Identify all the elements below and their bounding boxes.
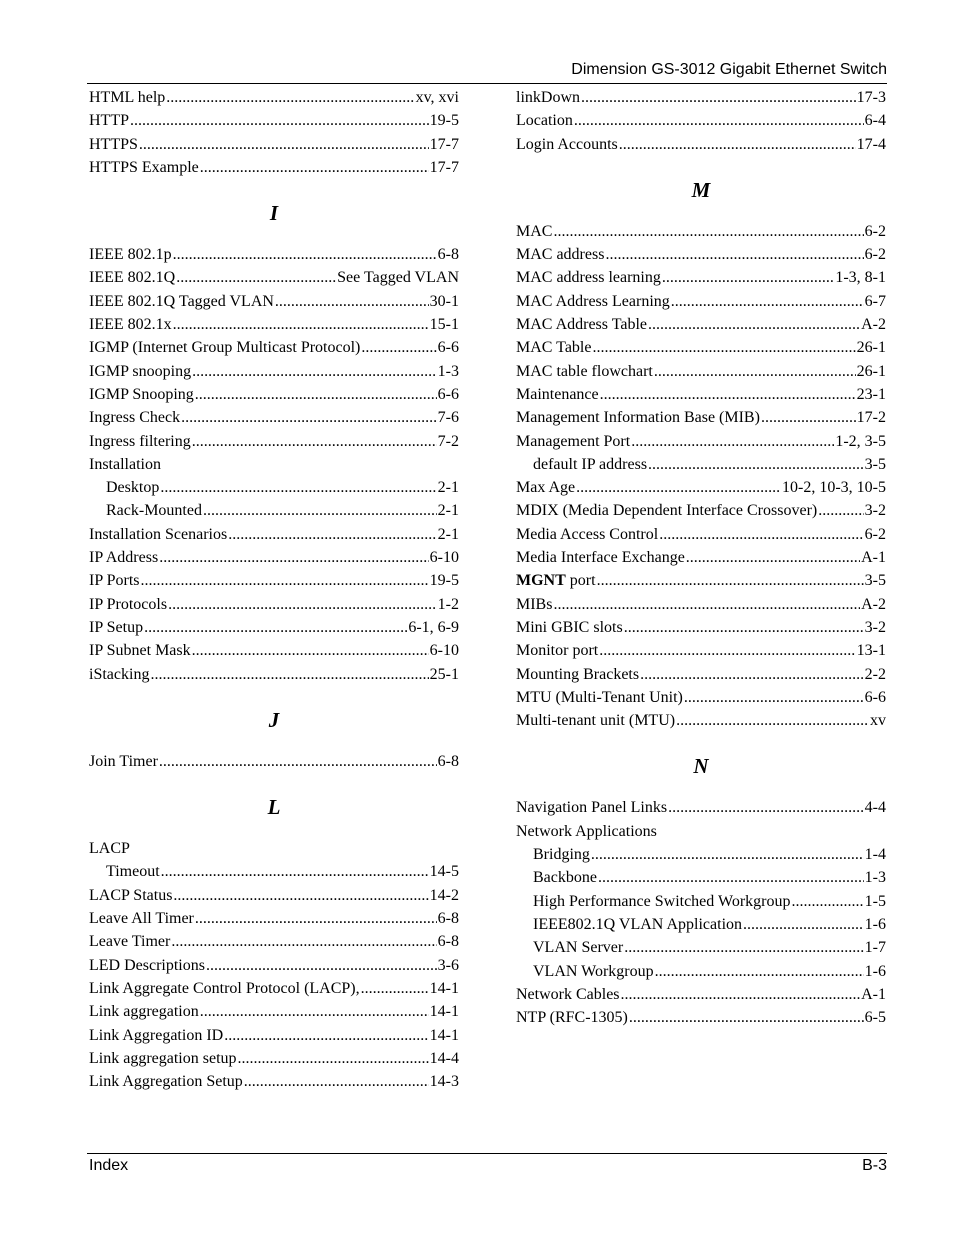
leader-dots xyxy=(619,136,856,154)
entry-term: Management Information Base (MIB) xyxy=(516,409,760,427)
entry-term: Monitor port xyxy=(516,642,599,660)
entry-term: Timeout xyxy=(106,863,160,881)
entry-term: Media Interface Exchange xyxy=(516,549,685,567)
entry-term: Location xyxy=(516,112,573,130)
leader-dots xyxy=(791,893,863,911)
entry-page: 7-2 xyxy=(437,432,459,450)
leader-dots xyxy=(761,409,856,427)
entry-term: MAC Address Learning xyxy=(516,292,670,310)
entry-page: 26-1 xyxy=(856,339,886,357)
index-entry xyxy=(89,910,459,933)
leader-dots xyxy=(141,572,429,590)
leader-dots xyxy=(597,572,864,590)
entry-page: 14-1 xyxy=(429,1003,459,1021)
entry-page: 30-1 xyxy=(429,292,459,310)
entry-term: Ingress filtering xyxy=(89,432,191,450)
entry-page: 3-5 xyxy=(864,572,886,590)
index-entry xyxy=(516,666,886,689)
index-entry xyxy=(516,269,886,292)
leader-dots xyxy=(621,986,861,1004)
entry-page: 3-2 xyxy=(864,502,886,520)
index-entry xyxy=(516,619,886,642)
leader-dots xyxy=(624,939,863,957)
leader-dots xyxy=(224,1027,428,1045)
leader-dots xyxy=(640,666,864,684)
index-entry xyxy=(89,363,459,386)
page-header-title: Dimension GS-3012 Gigabit Ethernet Switch xyxy=(571,61,887,78)
leader-dots xyxy=(591,846,864,864)
entry-term: Network Cables xyxy=(516,985,620,1003)
entry-page: 6-4 xyxy=(864,112,886,130)
index-entry xyxy=(516,89,886,112)
index-entry xyxy=(516,223,886,246)
entry-page: 19-5 xyxy=(429,112,459,130)
leader-dots xyxy=(818,502,863,520)
entry-page: 1-7 xyxy=(864,939,886,957)
leader-dots xyxy=(581,89,856,107)
index-entry xyxy=(89,409,459,432)
entry-page: 13-1 xyxy=(856,642,886,660)
leader-dots xyxy=(671,293,864,311)
entry-term: linkDown xyxy=(516,89,580,106)
leader-dots xyxy=(361,980,429,998)
entry-term: IEEE 802.1x xyxy=(89,316,172,334)
index-entry xyxy=(89,933,459,956)
entry-term: MAC address learning xyxy=(516,269,661,287)
leader-dots xyxy=(173,316,429,334)
leader-dots xyxy=(684,689,864,707)
leader-dots xyxy=(171,933,436,951)
index-entry xyxy=(89,957,459,980)
index-entry xyxy=(89,433,459,456)
index-subentry xyxy=(89,479,459,502)
entry-term: MAC Address Table xyxy=(516,316,648,334)
entry-term: Mounting Brackets xyxy=(516,665,640,683)
entry-term: Bridging xyxy=(533,846,590,864)
entry-term: HTML help xyxy=(89,89,166,106)
index-entry xyxy=(516,479,886,502)
entry-term: IP Protocols xyxy=(89,595,168,613)
leader-dots xyxy=(631,433,834,451)
leader-dots xyxy=(600,386,856,404)
index-subentry xyxy=(516,846,886,869)
entry-page: 2-1 xyxy=(437,525,459,543)
leader-dots xyxy=(624,619,864,637)
leader-dots xyxy=(139,136,429,154)
index-entry xyxy=(89,339,459,362)
entry-page: 10-2, 10-3, 10-5 xyxy=(782,479,886,497)
entry-term: default IP address xyxy=(533,455,648,473)
entry-term: Installation Scenarios xyxy=(89,525,228,543)
entry-term: Mini GBIC slots xyxy=(516,618,623,636)
footer-page-number: B-3 xyxy=(862,1157,887,1174)
leader-dots xyxy=(553,223,863,241)
entry-page: 6-7 xyxy=(864,292,886,310)
index-entry xyxy=(89,136,459,159)
index-entry xyxy=(89,526,459,549)
leader-dots xyxy=(203,502,437,520)
entry-page: 6-5 xyxy=(864,1009,886,1027)
leader-dots xyxy=(173,246,437,264)
entry-page: 17-4 xyxy=(856,135,886,153)
entry-page: 1-3 xyxy=(437,362,459,380)
entry-term: Link Aggregation ID xyxy=(89,1026,224,1044)
index-column-right xyxy=(516,89,886,1032)
entry-page: 14-5 xyxy=(429,863,459,881)
entry-page: A-2 xyxy=(861,595,886,613)
index-subentry xyxy=(516,869,886,892)
leader-dots xyxy=(599,642,855,660)
leader-dots xyxy=(159,549,428,567)
leader-dots xyxy=(668,799,864,817)
entry-term: MAC Table xyxy=(516,339,592,357)
index-subentry xyxy=(516,939,886,962)
index-entry xyxy=(516,339,886,362)
leader-dots xyxy=(181,409,437,427)
leader-dots xyxy=(574,112,864,130)
index-entry xyxy=(89,89,459,112)
entry-term: IEEE802.1Q VLAN Application xyxy=(533,915,743,933)
entry-term: MIBs xyxy=(516,595,553,613)
entry-page: 6-6 xyxy=(437,385,459,403)
entry-term: Max Age xyxy=(516,479,576,497)
entry-term: HTTPS xyxy=(89,135,138,153)
section-letter: I xyxy=(269,201,279,226)
entry-term: Login Accounts xyxy=(516,135,618,153)
page-footer xyxy=(87,1153,887,1178)
index-entry xyxy=(516,642,886,665)
entry-term: IP Address xyxy=(89,549,159,567)
index-entry xyxy=(516,112,886,135)
leader-dots xyxy=(192,642,429,660)
leader-dots xyxy=(228,526,436,544)
entry-term: Backbone xyxy=(533,869,597,887)
see-target: Tagged VLAN xyxy=(363,269,459,287)
entry-term: Navigation Panel Links xyxy=(516,799,668,817)
index-subentry xyxy=(516,456,886,479)
leader-dots xyxy=(166,89,414,107)
entry-term: HTTP xyxy=(89,112,129,130)
entry-term: Link Aggregation Setup xyxy=(89,1073,243,1091)
index-entry xyxy=(516,823,886,846)
entry-page: 14-4 xyxy=(429,1049,459,1067)
entry-term: MAC table flowchart xyxy=(516,362,653,380)
index-subentry xyxy=(516,916,886,939)
entry-page: 1-2, 3-5 xyxy=(835,432,886,450)
index-entry xyxy=(516,316,886,339)
entry-term: VLAN Server xyxy=(533,939,624,957)
entry-page: 2-1 xyxy=(437,479,459,497)
entry-term: Maintenance xyxy=(516,385,599,403)
entry-page: 6-2 xyxy=(864,525,886,543)
entry-page: 6-2 xyxy=(864,246,886,264)
entry-page: 4-4 xyxy=(864,799,886,817)
index-entry xyxy=(89,386,459,409)
leader-dots xyxy=(605,246,863,264)
entry-page: 1-3, 8-1 xyxy=(835,269,886,287)
entry-term: IEEE 802.1Q Tagged VLAN xyxy=(89,292,274,310)
entry-page: 1-3 xyxy=(864,869,886,887)
entry-term: Leave Timer xyxy=(89,933,171,951)
leader-dots xyxy=(654,363,856,381)
index-entry xyxy=(516,689,886,712)
entry-term: MAC address xyxy=(516,246,605,264)
entry-term: Join Timer xyxy=(89,752,158,770)
leader-dots xyxy=(176,269,336,287)
leader-dots xyxy=(686,549,860,567)
section-letter: M xyxy=(691,177,711,202)
entry-term: IGMP Snooping xyxy=(89,385,194,403)
leader-dots xyxy=(743,916,864,934)
index-subentry xyxy=(516,963,886,986)
index-entry xyxy=(89,887,459,910)
leader-dots xyxy=(648,456,864,474)
index-entry xyxy=(89,316,459,339)
entry-term: IGMP snooping xyxy=(89,362,192,380)
entry-term: Rack-Mounted xyxy=(106,502,202,520)
leader-dots xyxy=(361,339,436,357)
section-letter: L xyxy=(267,795,281,820)
leader-dots xyxy=(200,1003,429,1021)
entry-page: 1-2 xyxy=(437,595,459,613)
leader-dots xyxy=(655,963,864,981)
entry-page: 2-2 xyxy=(864,665,886,683)
index-entry xyxy=(89,112,459,135)
entry-term: Network Applications xyxy=(516,822,657,840)
index-entry xyxy=(516,363,886,386)
entry-term: LED Descriptions xyxy=(89,956,205,974)
entry-page: 14-1 xyxy=(429,979,459,997)
entry-term: High Performance Switched Workgroup xyxy=(533,892,791,910)
see-label: See xyxy=(337,269,361,287)
index-entry xyxy=(89,642,459,665)
index-entry xyxy=(516,799,886,822)
section-letter: J xyxy=(268,707,280,732)
leader-dots xyxy=(173,887,428,905)
entry-page: 6-8 xyxy=(437,933,459,951)
entry-page: 6-8 xyxy=(437,752,459,770)
entry-page: 1-6 xyxy=(864,962,886,980)
entry-page: 3-2 xyxy=(864,618,886,636)
entry-term: MAC xyxy=(516,222,553,240)
index-column-left xyxy=(89,89,459,1096)
index-entry xyxy=(89,269,459,292)
entry-page: 7-6 xyxy=(437,409,459,427)
index-entry xyxy=(89,619,459,642)
index-entry xyxy=(89,666,459,689)
leader-dots xyxy=(553,596,860,614)
entry-term: Desktop xyxy=(106,479,160,497)
index-subentry xyxy=(516,893,886,916)
leader-dots xyxy=(238,1050,429,1068)
entry-page: A-1 xyxy=(861,549,886,567)
entry-page: 1-4 xyxy=(864,846,886,864)
index-entry xyxy=(516,526,886,549)
section-letter: N xyxy=(693,754,709,779)
entry-page: 14-2 xyxy=(429,886,459,904)
index-entry xyxy=(89,840,459,863)
entry-term: Link Aggregate Control Protocol (LACP), xyxy=(89,979,360,997)
entry-page: xv, xvi xyxy=(415,89,459,106)
entry-page: A-2 xyxy=(861,316,886,334)
index-subentry xyxy=(89,863,459,886)
entry-page: 17-7 xyxy=(429,135,459,153)
entry-page: A-1 xyxy=(861,985,886,1003)
index-entry xyxy=(89,159,459,182)
leader-dots xyxy=(659,526,863,544)
see-reference xyxy=(337,269,459,287)
entry-term: Link aggregation xyxy=(89,1003,199,1021)
leader-dots xyxy=(192,433,437,451)
index-entry xyxy=(89,753,459,776)
entry-term: IP Setup xyxy=(89,618,144,636)
index-entry xyxy=(516,549,886,572)
index-entry xyxy=(516,596,886,619)
index-entry xyxy=(516,712,886,735)
entry-page: 26-1 xyxy=(856,362,886,380)
leader-dots xyxy=(662,269,834,287)
index-entry xyxy=(516,502,886,525)
index-entry xyxy=(89,1027,459,1050)
entry-page: 15-1 xyxy=(429,316,459,334)
index-entry xyxy=(516,409,886,432)
entry-term-bold: MGNT xyxy=(516,572,566,590)
entry-term: Installation xyxy=(89,455,161,473)
leader-dots xyxy=(130,112,429,130)
leader-dots xyxy=(195,386,437,404)
index-entry xyxy=(89,572,459,595)
leader-dots xyxy=(206,957,437,975)
entry-term: HTTPS Example xyxy=(89,158,199,176)
entry-term: VLAN Workgroup xyxy=(533,962,654,980)
index-entry xyxy=(516,386,886,409)
entry-page: 2-1 xyxy=(437,502,459,520)
entry-term-text: port xyxy=(569,572,596,590)
leader-dots xyxy=(598,869,864,887)
page-header xyxy=(87,59,887,84)
leader-dots xyxy=(195,910,437,928)
index-entry xyxy=(89,246,459,269)
index-subentry xyxy=(89,502,459,525)
entry-page: 1-6 xyxy=(864,915,886,933)
entry-page: 23-1 xyxy=(856,385,886,403)
entry-page: 14-3 xyxy=(429,1073,459,1091)
leader-dots xyxy=(244,1073,429,1091)
leader-dots xyxy=(168,596,437,614)
index-entry xyxy=(516,572,886,595)
index-entry xyxy=(89,456,459,479)
entry-page: 6-1, 6-9 xyxy=(408,618,459,636)
entry-page: 14-1 xyxy=(429,1026,459,1044)
entry-term: LACP Status xyxy=(89,886,173,904)
entry-term: MTU (Multi-Tenant Unit) xyxy=(516,688,683,706)
index-entry xyxy=(516,986,886,1009)
entry-term: IP Subnet Mask xyxy=(89,642,191,660)
entry-term: Leave All Timer xyxy=(89,910,194,928)
entry-term: IGMP (Internet Group Multicast Protocol) xyxy=(89,339,361,357)
leader-dots xyxy=(275,293,429,311)
entry-page: 6-8 xyxy=(437,246,459,264)
entry-term: NTP (RFC-1305) xyxy=(516,1009,628,1027)
index-entry xyxy=(89,1050,459,1073)
entry-page: 6-8 xyxy=(437,910,459,928)
index-entry xyxy=(89,1003,459,1026)
entry-term: Management Port xyxy=(516,432,631,450)
index-entry xyxy=(516,136,886,159)
entry-term: IP Ports xyxy=(89,572,140,590)
entry-page: 17-7 xyxy=(429,158,459,176)
leader-dots xyxy=(150,666,428,684)
index-entry xyxy=(516,246,886,269)
entry-page: 19-5 xyxy=(429,572,459,590)
entry-term: Link aggregation setup xyxy=(89,1049,237,1067)
index-entry xyxy=(89,549,459,572)
entry-page: 25-1 xyxy=(429,665,459,683)
leader-dots xyxy=(192,363,437,381)
index-entry xyxy=(516,433,886,456)
entry-term: MDIX (Media Dependent Interface Crossover) xyxy=(516,502,818,520)
leader-dots xyxy=(592,339,855,357)
entry-term: Multi-tenant unit (MTU) xyxy=(516,712,676,730)
entry-page: xv xyxy=(870,712,886,730)
entry-page: 6-6 xyxy=(437,339,459,357)
entry-page: 6-10 xyxy=(429,642,459,660)
entry-term: Ingress Check xyxy=(89,409,181,427)
footer-section: Index xyxy=(89,1157,129,1174)
leader-dots xyxy=(144,619,407,637)
leader-dots xyxy=(576,479,781,497)
index-entry xyxy=(89,1073,459,1096)
entry-term: iStacking xyxy=(89,665,150,683)
index-entry xyxy=(89,293,459,316)
entry-page: 3-6 xyxy=(437,956,459,974)
index-entry xyxy=(89,596,459,619)
entry-term: LACP xyxy=(89,840,130,858)
index-entry xyxy=(89,980,459,1003)
entry-page: 6-2 xyxy=(864,222,886,240)
entry-page: 6-6 xyxy=(864,688,886,706)
entry-page: 6-10 xyxy=(429,549,459,567)
entry-page: 3-5 xyxy=(864,455,886,473)
index-entry xyxy=(516,1009,886,1032)
leader-dots xyxy=(200,159,429,177)
entry-term: IEEE 802.1Q xyxy=(89,269,176,287)
entry-page: 1-5 xyxy=(864,892,886,910)
index-entry xyxy=(516,293,886,316)
entry-page: 17-2 xyxy=(856,409,886,427)
leader-dots xyxy=(159,753,437,771)
entry-term: Media Access Control xyxy=(516,525,659,543)
leader-dots xyxy=(629,1009,864,1027)
entry-term: IEEE 802.1p xyxy=(89,246,172,264)
entry-page: 17-3 xyxy=(856,89,886,106)
leader-dots xyxy=(676,712,869,730)
entry-term xyxy=(516,572,596,590)
leader-dots xyxy=(648,316,860,334)
leader-dots xyxy=(161,863,429,881)
leader-dots xyxy=(160,479,436,497)
